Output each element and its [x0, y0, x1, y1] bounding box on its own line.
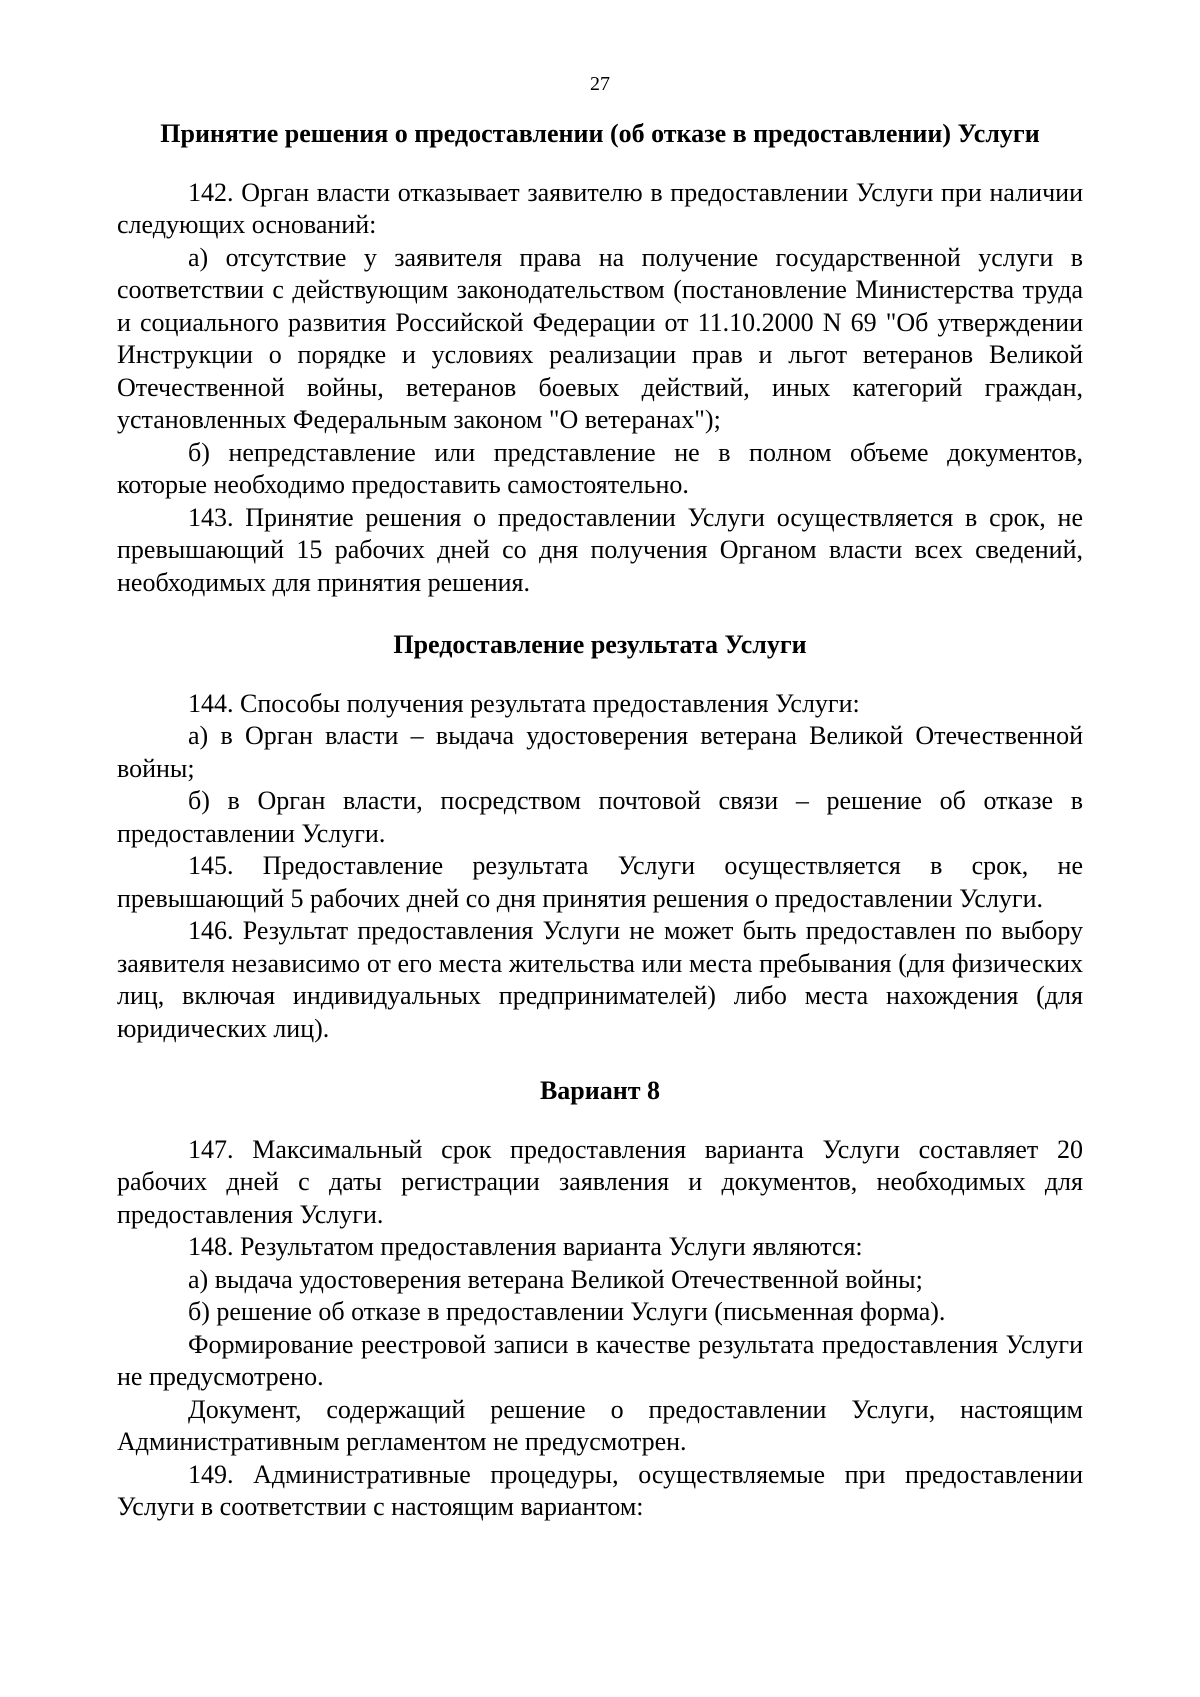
- paragraph: б) в Орган власти, посредством почтовой связи – решение об отказе в предоставлении Услуги.: [117, 786, 1083, 848]
- paragraph: 142. Орган власти отказывает заявителю в предоставлении Услуги при наличии следующих оснований:: [117, 177, 1083, 239]
- paragraph: а) в Орган власти – выдача удостоверения ветерана Великой Отечественной войны;: [117, 721, 1083, 783]
- paragraph: 145. Предоставление результата Услуги осуществляется в срок, не превышающий 5 рабочих дней со дня принятия решения о предоставлении Услуги.: [117, 851, 1083, 913]
- section-heading: Предоставление результата Услуги: [393, 630, 807, 659]
- paragraph: Документ, содержащий решение о предоставлении Услуги, настоящим Административным регламентом не предусмотрен.: [117, 1394, 1083, 1456]
- paragraph: 144. Способы получения результата предоставления Услуги:: [188, 688, 860, 718]
- section-heading: Вариант 8: [539, 1076, 661, 1105]
- paragraph: Формирование реестровой записи в качестве результата предоставления Услуги не предусмотрено.: [117, 1329, 1083, 1391]
- paragraph: б) решение об отказе в предоставлении Услуги (письменная форма).: [188, 1297, 946, 1326]
- paragraph: 146. Результат предоставления Услуги не может быть предоставлен по выбору заявителя независимо от его места жительства или места пребывания (для физических лиц, включая индивидуальных предпринимателей) либо места нахождения (для юридических лиц).: [117, 916, 1083, 1043]
- section-heading: Принятие решения о предоставлении (об отказе в предоставлении) Услуги: [160, 119, 1040, 148]
- document-body: [117, 118, 1083, 1524]
- paragraph: 148. Результатом предоставления варианта Услуги являются:: [188, 1232, 863, 1261]
- section-result: [117, 629, 1083, 1045]
- paragraph: 143. Принятие решения о предоставлении Услуги осуществляется в срок, не превышающий 15 рабочих дней со дня получения Органом власти всех сведений, необходимых для принятия решения.: [117, 502, 1083, 597]
- section-decision: [117, 118, 1083, 599]
- paragraph: 149. Административные процедуры, осуществляемые при предоставлении Услуги в соответствии с настоящим вариантом:: [117, 1459, 1083, 1521]
- paragraph: 147. Максимальный срок предоставления варианта Услуги составляет 20 рабочих дней с даты регистрации заявления и документов, необходимых для предоставления Услуги.: [117, 1134, 1083, 1229]
- paragraph: а) отсутствие у заявителя права на получение государственной услуги в соответствии с действующим законодательством (постановление Министерства труда и социального развития Российской Федерации от 11.10.2000 N 69 "Об утверждении Инструкции о порядке и условиях реализации прав и льгот ветеранов Великой Отечественной войны, ветеранов боевых действий, иных категорий граждан, установленных Федеральным законом "О ветеранах");: [117, 242, 1083, 434]
- paragraph: б) непредставление или представление не в полном объеме документов, которые необходимо предоставить самостоятельно.: [117, 437, 1083, 499]
- paragraph: а) выдача удостоверения ветерана Великой Отечественной войны;: [188, 1264, 923, 1294]
- page-number: 27: [590, 73, 610, 95]
- section-variant-8: [117, 1075, 1083, 1524]
